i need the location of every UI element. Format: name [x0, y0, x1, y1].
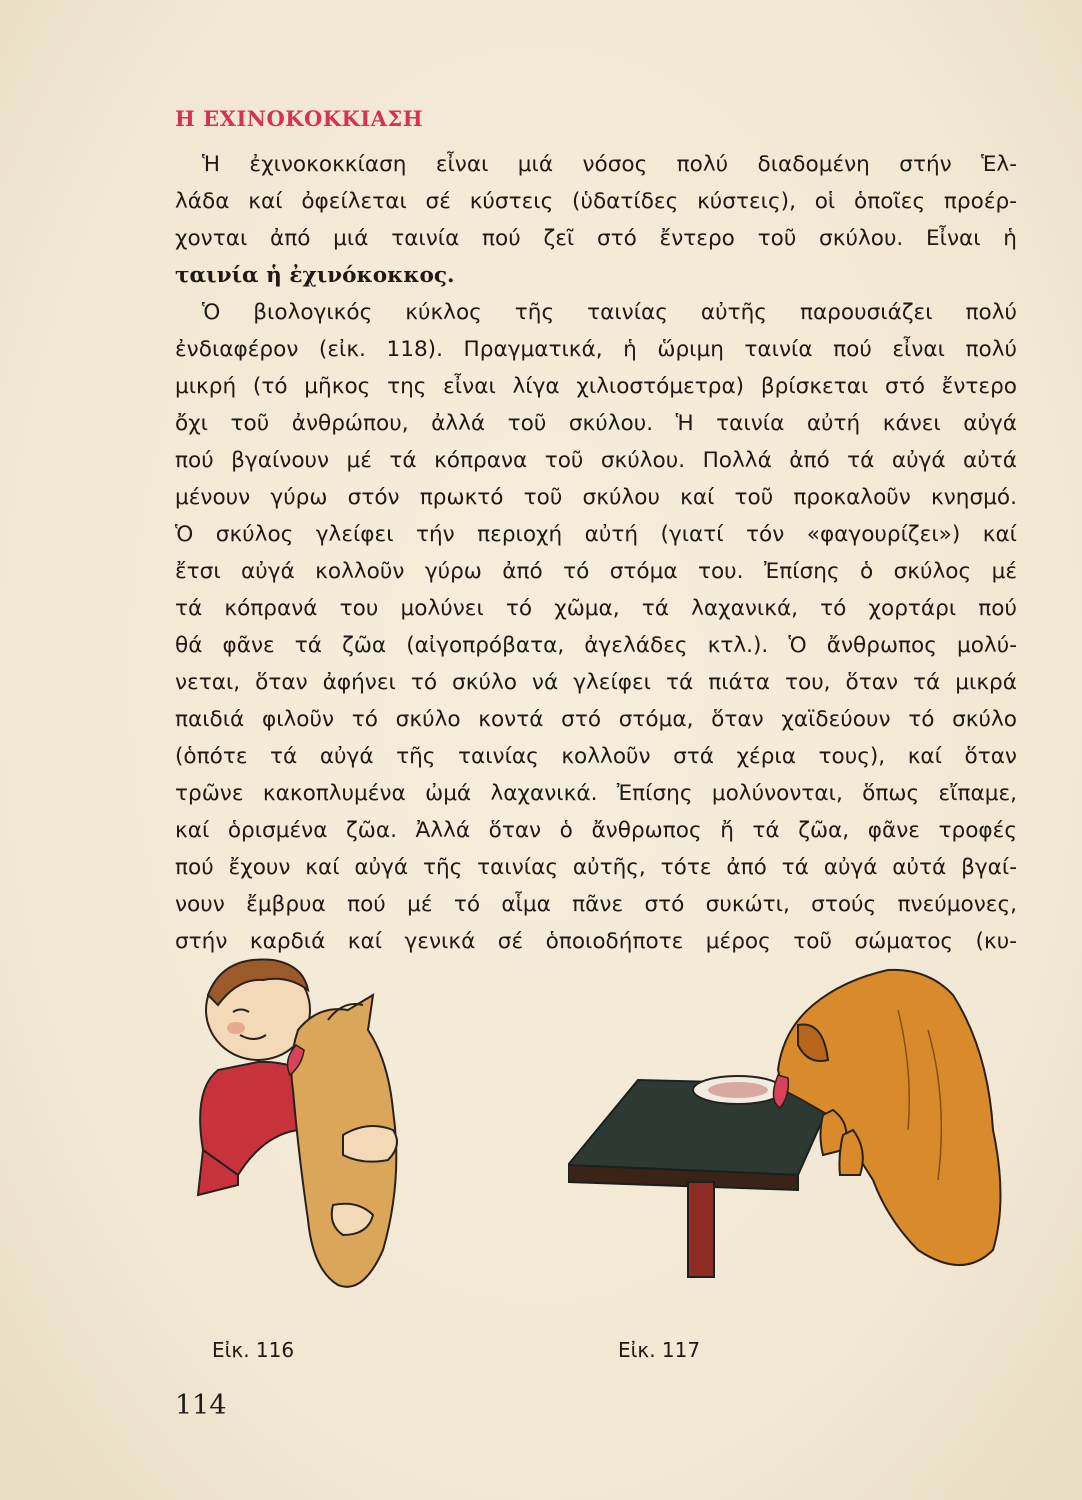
text-line: παιδιά φιλοῦν τό σκύλο κοντά στό στόμα, ὅταν χαϊδεύουν τό σκύλο	[175, 707, 1017, 732]
text-line: τρῶνε κακοπλυμένα ὠμά λαχανικά. Ἐπίσης μολύνονται, ὅπως εἴπαμε,	[175, 781, 1017, 806]
figures	[178, 950, 1028, 1310]
text-line: θά φᾶνε τά ζῶα (αἰγοπρόβατα, ἀγελάδες κτλ.). Ὁ ἄνθρωπος μολύ-	[175, 633, 1017, 658]
section-heading: Η ΕΧΙΝΟΚΟΚΚΙΑΣΗ	[175, 106, 424, 131]
table-leg	[688, 1182, 714, 1277]
text-line: πού βγαίνουν μέ τά κόπρανα τοῦ σκύλου. Πολλά ἀπό τά αὐγά αὐτά	[175, 448, 1017, 473]
text-line: χονται ἀπό μιά ταινία πού ζεῖ στό ἔντερο τοῦ σκύλου. Εἶναι ἡ	[175, 226, 1017, 251]
text-line: ἐνδιαφέρον (εἰκ. 118). Πραγματικά, ἡ ὥριμη ταινία πού εἶναι πολύ	[175, 337, 1017, 362]
text-line: Ἡ ἐχινοκοκκίαση εἶναι μιά νόσος πολύ διαδομένη στήν Ἑλ-	[202, 152, 1017, 177]
text-line: μένουν γύρω στόν πρωκτό τοῦ σκύλου καί τοῦ προκαλοῦν κνησμό.	[175, 485, 1017, 510]
text-line: τά κόπρανά του μολύνει τό χῶμα, τά λαχανικά, τό χορτάρι πού	[175, 596, 1017, 621]
text-line: καί ὁρισμένα ζῶα. Ἀλλά ὅταν ὁ ἄνθρωπος ἤ τά ζῶα, φᾶνε τροφές	[175, 818, 1017, 843]
figure-117-caption: Εἰκ. 117	[618, 1338, 701, 1362]
text-line: (ὁπότε τά αὐγά τῆς ταινίας κολλοῦν στά χέρια τους), καί ὅταν	[175, 744, 1017, 769]
text-line: λάδα καί ὀφείλεται σέ κύστεις (ὑδατίδες κύστεις), οἱ ὁποῖες προέρ-	[175, 189, 1017, 214]
figure-117-illustration	[568, 950, 1028, 1310]
text-line: μικρή (τό μῆκος της εἶναι λίγα χιλιοστόμετρα) βρίσκεται στό ἔντερο	[175, 374, 1017, 399]
bold-term: ταινία ἡ ἐχινόκοκκος.	[175, 263, 455, 288]
body-text	[175, 146, 1017, 960]
text-line: Ὁ βιολογικός κύκλος τῆς ταινίας αὐτῆς παρουσιάζει πολύ	[202, 300, 1017, 325]
boy-hand	[343, 1126, 397, 1162]
text-line: ἔτσι αὐγά κολλοῦν γύρω ἀπό τό στόμα του. Ἐπίσης ὁ σκύλος μέ	[175, 559, 1017, 584]
text-line: ὄχι τοῦ ἀνθρώπου, ἀλλά τοῦ σκύλου. Ἡ ταινία αὐτή κάνει αὐγά	[175, 411, 1017, 436]
text-line: πού ἔχουν καί αὐγά τῆς ταινίας αὐτῆς, τότε ἀπό τά αὐγά αὐτά βγαί-	[175, 855, 1017, 880]
figure-116-caption: Εἰκ. 116	[212, 1338, 295, 1362]
text-line: στήν καρδιά καί γενικά σέ ὁποιοδήποτε μέρος τοῦ σώματος (κυ-	[175, 929, 1017, 954]
text-line: νουν ἔμβρυα πού μέ τό αἷμα πᾶνε στό συκώτι, στούς πνεύμονες,	[175, 892, 1017, 917]
text-line: Ὁ σκύλος γλείφει τήν περιοχή αὐτή (γιατί τόν «φαγουρίζει») καί	[175, 522, 1017, 547]
text-line	[175, 257, 1017, 294]
page-number: 114	[175, 1390, 227, 1421]
text-line: νεται, ὅταν ἀφήνει τό σκύλο νά γλείφει τά πιάτα του, ὅταν τά μικρά	[175, 670, 1017, 695]
figure-116-illustration	[178, 950, 478, 1310]
